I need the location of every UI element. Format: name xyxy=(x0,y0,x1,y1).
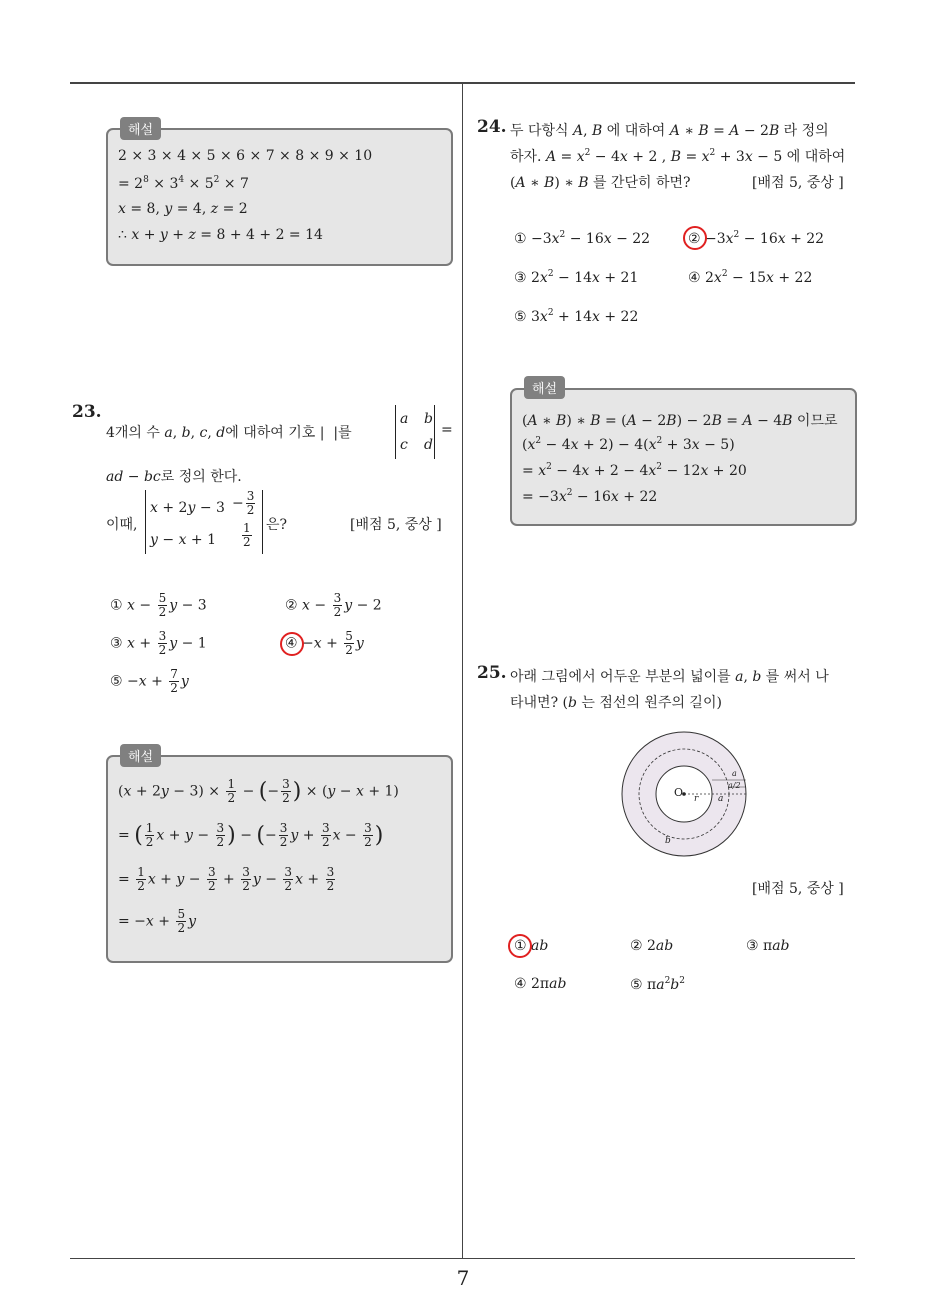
choice-2[interactable]: ② $-3x^2 - 16x + 22$ xyxy=(688,230,825,247)
choice-4[interactable]: ④ −x + $\frac{5}{2}$ y xyxy=(285,629,364,657)
column-divider xyxy=(462,83,463,1258)
choice-2[interactable]: ② 2ab xyxy=(630,938,674,954)
matrix-d: d xyxy=(424,437,433,453)
choice-3[interactable]: ③ πab xyxy=(746,938,790,954)
score-label: [배점 5, 중상 ] xyxy=(752,175,844,191)
solution-line: 2 × 3 × 4 × 5 × 6 × 7 × 8 × 9 × 10 xyxy=(118,148,373,164)
solution-line: (x + 2y − 3) × $\frac{1}{2}$ − (− $\frac{3}{2}$ ) × (y − x + 1) xyxy=(118,777,399,805)
question-text: 이때, xyxy=(106,517,138,533)
equals-sign: = xyxy=(441,422,453,438)
question-text: 아래 그림에서 어두운 부분의 넓이를 a, b 를 써서 나 xyxy=(510,669,829,685)
det-r1c2: − $\frac{3}{2}$ xyxy=(232,489,255,517)
page-number: 7 xyxy=(456,1266,470,1290)
solution-line: = $\frac{1}{2}$ x + y − $\frac{3}{2}$ + $\frac{3}{2}$ y − $\frac{3}{2}$ x + $\frac{3}{2}$ xyxy=(118,865,335,893)
matrix-c: c xyxy=(400,437,408,453)
choice-1[interactable]: ① x − $\frac{5}{2}$ y − 3 xyxy=(110,591,207,619)
choice-3[interactable]: ③ $2x^2 - 14x + 21$ xyxy=(514,269,639,286)
solution-tag: 해설 xyxy=(120,744,161,767)
solution-line: x = 8, y = 4, z = 2 xyxy=(118,201,248,217)
question-text: 두 다항식 A, B 에 대하여 A ∗ B = A − 2B 라 정의 xyxy=(510,123,829,139)
figure-label-a: a xyxy=(718,794,724,804)
solution-box-24 xyxy=(510,388,857,526)
choice-5[interactable]: ⑤ −x + $\frac{7}{2}$ y xyxy=(110,667,189,695)
figure-label-r: r xyxy=(694,794,699,804)
annulus-figure xyxy=(620,730,748,858)
determinant xyxy=(145,490,263,554)
choice-5[interactable]: ⑤ $\pi a^2b^2$ xyxy=(630,976,685,993)
choice-1[interactable]: ① $-3x^2 - 16x - 22$ xyxy=(514,230,651,247)
question-number: 25. xyxy=(477,663,507,683)
solution-line: ∴ x + y + z = 8 + 4 + 2 = 14 xyxy=(118,227,323,243)
question-number: 23. xyxy=(72,402,102,422)
matrix-a: a xyxy=(400,411,409,427)
matrix-b: b xyxy=(424,411,433,427)
choice-2[interactable]: ② x − $\frac{3}{2}$ y − 2 xyxy=(285,591,382,619)
choice-4[interactable]: ④ 2πab xyxy=(514,976,567,992)
score-label: [배점 5, 중상 ] xyxy=(350,517,442,533)
det-r1c1: x + 2y − 3 xyxy=(150,500,225,516)
question-text: ad − bc로 정의 한다. xyxy=(106,469,242,485)
answer-mark xyxy=(280,632,304,656)
answer-mark xyxy=(508,934,532,958)
score-label: [배점 5, 중상 ] xyxy=(752,881,844,897)
solution-line: = ( $\frac{1}{2}$ x + y − $\frac{3}{2}$ ) − (− $\frac{3}{2}$ y + $\frac{3}{2}$ x − $\frac{3}{2}$ ) xyxy=(118,821,384,849)
figure-label-b: b xyxy=(665,836,671,846)
solution-tag: 해설 xyxy=(524,376,565,399)
solution-line: = −x + $\frac{5}{2}$ y xyxy=(118,907,197,935)
choice-5[interactable]: ⑤ $3x^2 + 14x + 22$ xyxy=(514,308,639,325)
question-text: (A ∗ B) ∗ B 를 간단히 하면? xyxy=(510,175,691,191)
solution-line: $(x^2 - 4x + 2) - 4(x^2 + 3x - 5)$ xyxy=(522,436,735,453)
question-text: 은? xyxy=(266,517,288,533)
solution-line: = $x^2 - 4x + 2 - 4x^2 - 12x + 20$ xyxy=(522,462,747,479)
solution-line: (A ∗ B) ∗ B = (A − 2B) − 2B = A − 4B 이므로 xyxy=(522,413,838,429)
question-text: 타내면? (b 는 점선의 원주의 길이) xyxy=(510,695,722,711)
bottom-rule xyxy=(70,1258,855,1259)
question-number: 24. xyxy=(477,117,507,137)
det-r2c1: y − x + 1 xyxy=(150,532,217,548)
figure-label-a-top: a xyxy=(732,769,737,778)
solution-line: = $2^8 \times 3^4 \times 5^2 \times 7$ xyxy=(118,175,249,192)
question-text: 4개의 수 a, b, c, d에 대하여 기호 | |를 xyxy=(106,425,352,441)
solution-tag: 해설 xyxy=(120,117,161,140)
choice-4[interactable]: ④ $2x^2 - 15x + 22$ xyxy=(688,269,813,286)
matrix-notation xyxy=(395,405,435,459)
choice-1[interactable]: ① ab xyxy=(514,938,549,954)
solution-line: = $-3x^2 - 16x + 22$ xyxy=(522,488,658,505)
answer-mark xyxy=(683,226,707,250)
question-text: 하자. $A = x^2 - 4x + 2$ , $B = x^2 + 3x - 5$ 에 대하여 xyxy=(510,148,846,165)
figure-label-a-half: a/2 xyxy=(728,781,741,790)
figure-label-center: O xyxy=(674,786,684,799)
choice-3[interactable]: ③ x + $\frac{3}{2}$ y − 1 xyxy=(110,629,207,657)
det-r2c2: $\frac{1}{2}$ xyxy=(243,521,251,549)
